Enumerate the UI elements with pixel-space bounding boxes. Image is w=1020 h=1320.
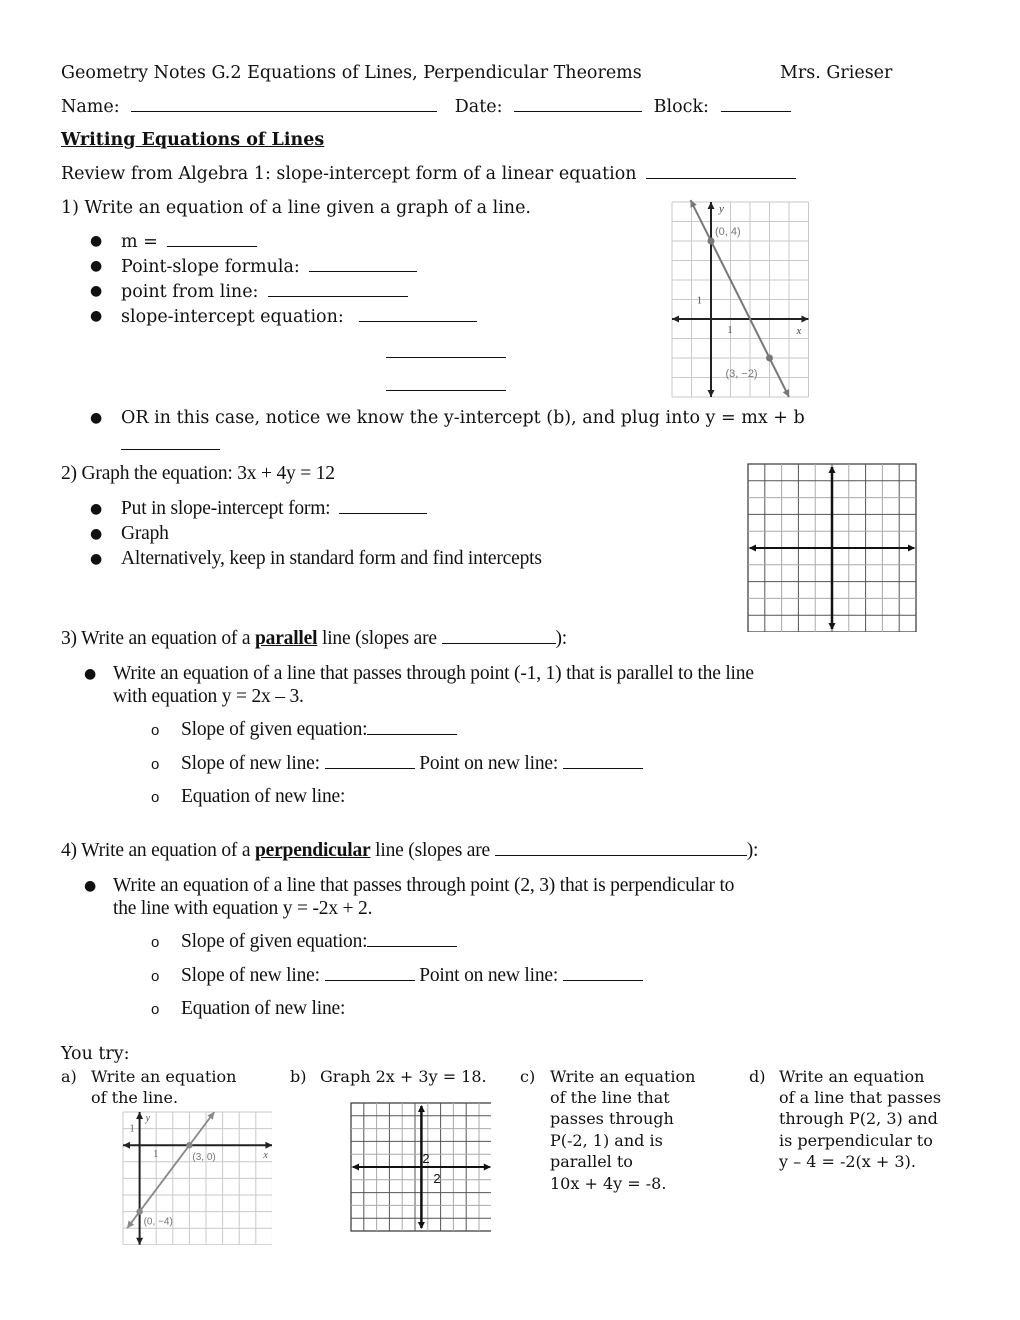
q1-work-blank-2[interactable] xyxy=(386,375,506,391)
q4-prompt-text: line (slopes are xyxy=(370,840,491,861)
document-title: Geometry Notes G.2 Equations of Lines, Perpendicular Theorems xyxy=(61,63,642,83)
name-row xyxy=(61,96,791,118)
y-axis-arrow-icon xyxy=(136,1238,143,1245)
q2-item-slope-intercept xyxy=(121,498,427,520)
block-blank[interactable] xyxy=(721,96,791,112)
point-label: (3, 0) xyxy=(192,1152,216,1164)
review-text: Review from Algebra 1: slope-intercept form of a linear equation xyxy=(61,164,637,184)
you-try-b-coordinate-grid[interactable] xyxy=(349,1101,491,1239)
y-axis-label: y xyxy=(145,1113,151,1124)
q2-prompt: 2) Graph the equation: 3x + 4y = 12 xyxy=(61,463,335,484)
plotted-point xyxy=(708,238,715,245)
hollow-bullet-icon: o xyxy=(151,756,160,773)
you-try-c-line: parallel to xyxy=(550,1152,633,1171)
hollow-bullet-icon: o xyxy=(151,934,160,951)
q1-item-slope xyxy=(121,231,257,253)
y-axis-label: y xyxy=(719,203,724,215)
q3-sub-label: Slope of given equation: xyxy=(181,719,368,740)
hollow-bullet-icon: o xyxy=(151,789,160,806)
q3-prompt-text: line (slopes are xyxy=(317,628,437,649)
q1-or-text: OR in this case, notice we know the y-intercept (b), and plug into y = mx + b xyxy=(121,408,805,428)
you-try-c-line: passes through xyxy=(550,1109,674,1128)
name-blank[interactable] xyxy=(131,96,437,112)
q1-work-blank-1[interactable] xyxy=(386,342,506,358)
y-tick-label: 2 xyxy=(422,1151,430,1166)
y-tick-label: 1 xyxy=(697,295,702,307)
hollow-bullet-icon: o xyxy=(151,968,160,985)
point-label: (0, 4) xyxy=(715,226,741,238)
x-axis-arrow-icon xyxy=(672,316,679,323)
q3-prompt-end: ): xyxy=(555,628,568,649)
q3-keyword-parallel: parallel xyxy=(255,628,318,649)
date-label: Date: xyxy=(454,97,503,117)
x-axis-label: x xyxy=(263,1150,268,1162)
x-tick-label: 2 xyxy=(433,1171,441,1186)
q4-sub-label: Slope of new line: xyxy=(181,965,320,986)
you-try-a-line: Write an equation xyxy=(91,1067,237,1086)
bullet-icon: ● xyxy=(90,501,103,517)
bullet-icon: ● xyxy=(90,526,103,542)
q2-slope-intercept-blank[interactable] xyxy=(339,498,427,514)
plotted-point xyxy=(136,1208,142,1214)
you-try-a-letter: a) xyxy=(61,1067,77,1086)
you-try-d-line: Write an equation xyxy=(779,1067,925,1086)
q4-given-slope-blank[interactable] xyxy=(367,931,457,947)
x-axis-label: x xyxy=(796,325,802,337)
q3-new-slope-blank[interactable] xyxy=(325,753,415,769)
q4-sub-equation: Equation of new line: xyxy=(181,998,346,1019)
q3-sub-new-slope xyxy=(181,753,643,775)
you-try-c-line: 10x + 4y = -8. xyxy=(550,1174,667,1193)
bullet-icon: ● xyxy=(90,308,103,324)
q4-sub-label: Point on new line: xyxy=(419,965,559,986)
bullet-icon: ● xyxy=(90,233,103,249)
q3-point-blank[interactable] xyxy=(563,753,643,769)
q2-item-alternative: Alternatively, keep in standard form and find intercepts xyxy=(121,548,542,569)
point-label: (3, −2) xyxy=(725,368,758,380)
q3-slopes-blank[interactable] xyxy=(442,628,556,644)
point-label: (0, −4) xyxy=(143,1216,173,1228)
review-blank[interactable] xyxy=(646,163,796,179)
q4-new-slope-blank[interactable] xyxy=(325,965,415,981)
you-try-c-line: Write an equation xyxy=(550,1067,696,1086)
q4-prompt xyxy=(61,840,758,862)
bullet-icon: ● xyxy=(84,666,97,682)
q4-slopes-blank[interactable] xyxy=(495,840,747,856)
q1-item-point xyxy=(121,281,408,303)
x-tick-label: 1 xyxy=(727,325,733,336)
plotted-point xyxy=(766,355,773,362)
q1-slope-intercept-blank[interactable] xyxy=(359,306,477,322)
you-try-b-line: Graph 2x + 3y = 18. xyxy=(320,1067,487,1086)
q4-keyword-perpendicular: perpendicular xyxy=(255,840,371,861)
you-try-c-line: of the line that xyxy=(550,1088,670,1107)
q3-task-line-2: with equation y = 2x – 3. xyxy=(113,686,304,707)
section-heading: Writing Equations of Lines xyxy=(61,130,325,150)
name-label: Name: xyxy=(61,97,120,117)
q4-sub-label: Slope of given equation: xyxy=(181,931,368,952)
you-try-d-line: is perpendicular to xyxy=(779,1131,933,1150)
y-axis-arrow-icon xyxy=(136,1112,143,1119)
q3-sub-given-slope xyxy=(181,719,457,741)
y-axis-arrow-icon xyxy=(708,390,715,397)
bullet-icon: ● xyxy=(90,551,103,567)
you-try-d-line: of a line that passes xyxy=(779,1088,942,1107)
bullet-icon: ● xyxy=(84,878,97,894)
x-axis-arrow-icon xyxy=(802,316,809,323)
q1-item-label: point from line: xyxy=(121,282,259,302)
you-try-c-letter: c) xyxy=(520,1067,536,1086)
q4-sub-given-slope xyxy=(181,931,457,953)
q3-task-line-1: Write an equation of a line that passes through point (-1, 1) that is parallel to the line xyxy=(113,663,754,684)
q1-item-label: slope-intercept equation: xyxy=(121,307,344,327)
bullet-icon: ● xyxy=(90,283,103,299)
q1-slope-blank[interactable] xyxy=(167,231,257,247)
date-blank[interactable] xyxy=(514,96,642,112)
q3-prompt-text: 3) Write an equation of a xyxy=(61,628,255,649)
q2-item-label: Put in slope-intercept form: xyxy=(121,498,331,519)
you-try-c-line: P(-2, 1) and is xyxy=(550,1131,663,1150)
q1-prompt: 1) Write an equation of a line given a graph of a line. xyxy=(61,198,531,218)
you-try-heading: You try: xyxy=(61,1044,130,1064)
hollow-bullet-icon: o xyxy=(151,1001,160,1018)
q2-item-graph: Graph xyxy=(121,523,169,544)
review-line xyxy=(61,163,796,185)
q3-sub-label: Point on new line: xyxy=(419,753,559,774)
bullet-icon: ● xyxy=(90,258,103,274)
q1-point-blank[interactable] xyxy=(268,281,408,297)
teacher-name: Mrs. Grieser xyxy=(780,63,893,83)
q4-task-line-2: the line with equation y = -2x + 2. xyxy=(113,898,373,919)
q1-point-slope-blank[interactable] xyxy=(309,256,417,272)
x-tick-label: 1 xyxy=(153,1149,159,1161)
q2-blank-coordinate-grid[interactable] xyxy=(746,462,918,632)
q3-given-slope-blank[interactable] xyxy=(367,719,457,735)
bullet-icon: ● xyxy=(90,410,103,426)
q3-sub-label: Slope of new line: xyxy=(181,753,320,774)
plotted-point xyxy=(186,1142,192,1148)
x-axis-arrow-icon xyxy=(265,1142,272,1149)
block-label: Block: xyxy=(653,97,709,117)
q3-sub-equation: Equation of new line: xyxy=(181,786,346,807)
q1-item-label: m = xyxy=(121,232,158,252)
you-try-a-line: of the line. xyxy=(91,1088,179,1107)
you-try-d-line: y – 4 = -2(x + 3). xyxy=(779,1152,916,1171)
q1-or-blank[interactable] xyxy=(121,434,220,450)
you-try-d-letter: d) xyxy=(749,1067,766,1086)
q4-prompt-end: ): xyxy=(746,840,759,861)
you-try-a-line-graph xyxy=(120,1109,272,1245)
q4-prompt-text: 4) Write an equation of a xyxy=(61,840,255,861)
q1-line-graph xyxy=(668,198,816,400)
hollow-bullet-icon: o xyxy=(151,722,160,739)
y-tick-label: 1 xyxy=(129,1123,135,1135)
q4-sub-new-slope xyxy=(181,965,643,987)
q4-task-line-1: Write an equation of a line that passes through point (2, 3) that is perpendicular to xyxy=(113,875,735,896)
q1-item-slope-intercept xyxy=(121,306,477,328)
you-try-b-letter: b) xyxy=(290,1067,307,1086)
q1-item-label: Point-slope formula: xyxy=(121,257,300,277)
y-axis-arrow-icon xyxy=(708,202,715,209)
q3-prompt xyxy=(61,628,567,650)
q1-item-point-slope xyxy=(121,256,417,278)
you-try-d-line: through P(2, 3) and xyxy=(779,1109,938,1128)
x-axis-arrow-icon xyxy=(123,1142,130,1149)
q4-point-blank[interactable] xyxy=(563,965,643,981)
